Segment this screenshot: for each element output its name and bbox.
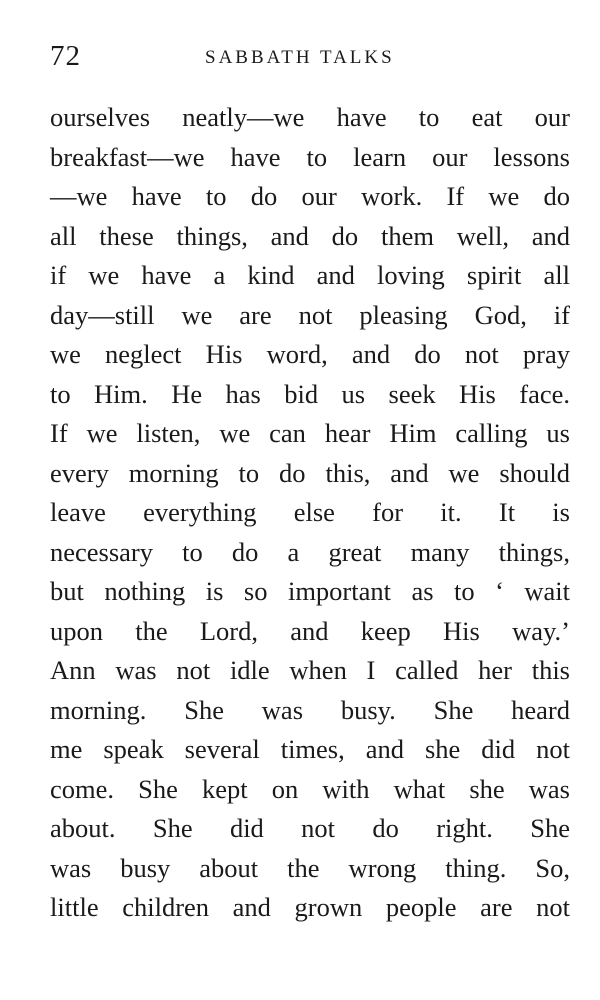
- text-line: every morning to do this, and we should: [50, 457, 570, 488]
- page-number: 72: [50, 40, 81, 72]
- text-line: me speak several times, and she did not: [50, 734, 570, 764]
- text-line: ourselves neatly—we have to eat our: [50, 102, 570, 132]
- text-line: all these things, and do them well, and: [50, 220, 570, 251]
- running-head: SABBATH TALKS: [205, 47, 395, 68]
- text-line: leave everything else for it. It is: [50, 497, 570, 527]
- text-line: —we have to do our work. If we do: [50, 181, 570, 211]
- text-line: necessary to do a great many things,: [50, 536, 570, 567]
- text-line: Ann was not idle when I called her this: [50, 655, 570, 685]
- text-line: if we have a kind and loving spirit all: [50, 260, 570, 290]
- text-line: was busy about the wrong thing. So,: [50, 852, 570, 883]
- page-header: [50, 38, 550, 78]
- text-line: about. She did not do right. She: [50, 813, 570, 843]
- text-line: little children and grown people are not: [50, 892, 570, 922]
- text-line: we neglect His word, and do not pray: [50, 339, 570, 369]
- text-line: come. She kept on with what she was: [50, 773, 570, 804]
- text-line: day—still we are not pleasing God, if: [50, 299, 570, 330]
- text-line: breakfast—we have to learn our lessons: [50, 141, 570, 172]
- text-line: upon the Lord, and keep His way.’: [50, 615, 570, 646]
- body-text: [50, 98, 570, 928]
- text-line: If we listen, we can hear Him calling us: [50, 418, 570, 448]
- text-line: to Him. He has bid us seek His face.: [50, 378, 570, 409]
- text-line: but nothing is so important as to ‘ wait: [50, 576, 570, 606]
- text-line: morning. She was busy. She heard: [50, 694, 570, 725]
